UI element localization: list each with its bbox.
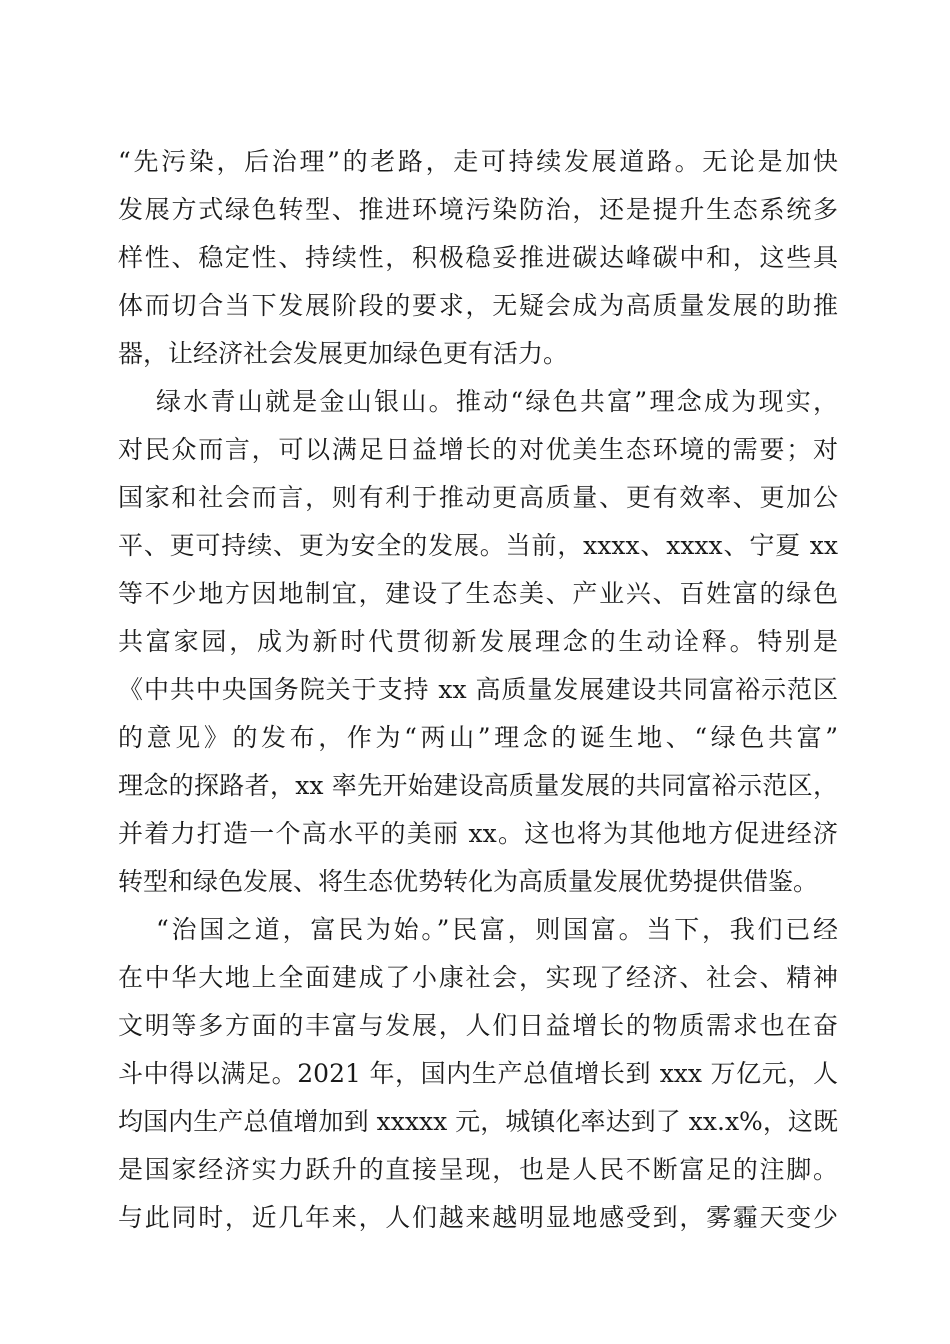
text-line: 器，让经济社会发展更加绿色更有活力。 bbox=[118, 339, 569, 368]
text-line: “治国之道，富民为始。”民富，则国富。当下，我们已经 bbox=[156, 915, 838, 944]
text-line: 国家和社会而言，则有利于推动更高质量、更有效率、更加公 bbox=[118, 483, 838, 512]
text-line: 并着力打造一个高水平的美丽 xx。这也将为其他地方促进经济 bbox=[118, 819, 838, 848]
text-line: 平、更可持续、更为安全的发展。当前，xxxx、xxxx、宁夏 xx bbox=[118, 531, 838, 560]
text-line: 是国家经济实力跃升的直接呈现，也是人民不断富足的注脚。 bbox=[118, 1155, 838, 1184]
text-line: 转型和绿色发展、将生态优势转化为高质量发展优势提供借鉴。 bbox=[118, 867, 819, 896]
text-line: 斗中得以满足。2021 年，国内生产总值增长到 xxx 万亿元，人 bbox=[118, 1059, 838, 1088]
text-line: “先污染，后治理”的老路，走可持续发展道路。无论是加快 bbox=[118, 147, 838, 176]
text-line: 的意见》的发布，作为“两山”理念的诞生地、“绿色共富” bbox=[118, 723, 838, 752]
text-line: 《中共中央国务院关于支持 xx 高质量发展建设共同富裕示范区 bbox=[118, 675, 838, 704]
text-line: 体而切合当下发展阶段的要求，无疑会成为高质量发展的助推 bbox=[118, 291, 838, 320]
text-line: 对民众而言，可以满足日益增长的对优美生态环境的需要；对 bbox=[118, 435, 838, 464]
text-line: 共富家园，成为新时代贯彻新发展理念的生动诠释。特别是 bbox=[118, 627, 838, 656]
text-line: 均国内生产总值增加到 xxxxx 元，城镇化率达到了 xx.x%，这既 bbox=[118, 1107, 838, 1136]
text-line: 理念的探路者，xx 率先开始建设高质量发展的共同富裕示范区， bbox=[118, 771, 838, 800]
text-line: 与此同时，近几年来，人们越来越明显地感受到，雾霾天变少 bbox=[118, 1203, 838, 1232]
text-line: 样性、稳定性、持续性，积极稳妥推进碳达峰碳中和，这些具 bbox=[118, 243, 838, 272]
text-line: 文明等多方面的丰富与发展，人们日益增长的物质需求也在奋 bbox=[118, 1011, 838, 1040]
text-line: 等不少地方因地制宜，建设了生态美、产业兴、百姓富的绿色 bbox=[118, 579, 838, 608]
body-text bbox=[118, 138, 838, 1242]
text-line: 在中华大地上全面建成了小康社会，实现了经济、社会、精神 bbox=[118, 963, 838, 992]
text-line: 发展方式绿色转型、推进环境污染防治，还是提升生态系统多 bbox=[118, 195, 838, 224]
text-line: 绿水青山就是金山银山。推动“绿色共富”理念成为现实， bbox=[156, 387, 838, 416]
